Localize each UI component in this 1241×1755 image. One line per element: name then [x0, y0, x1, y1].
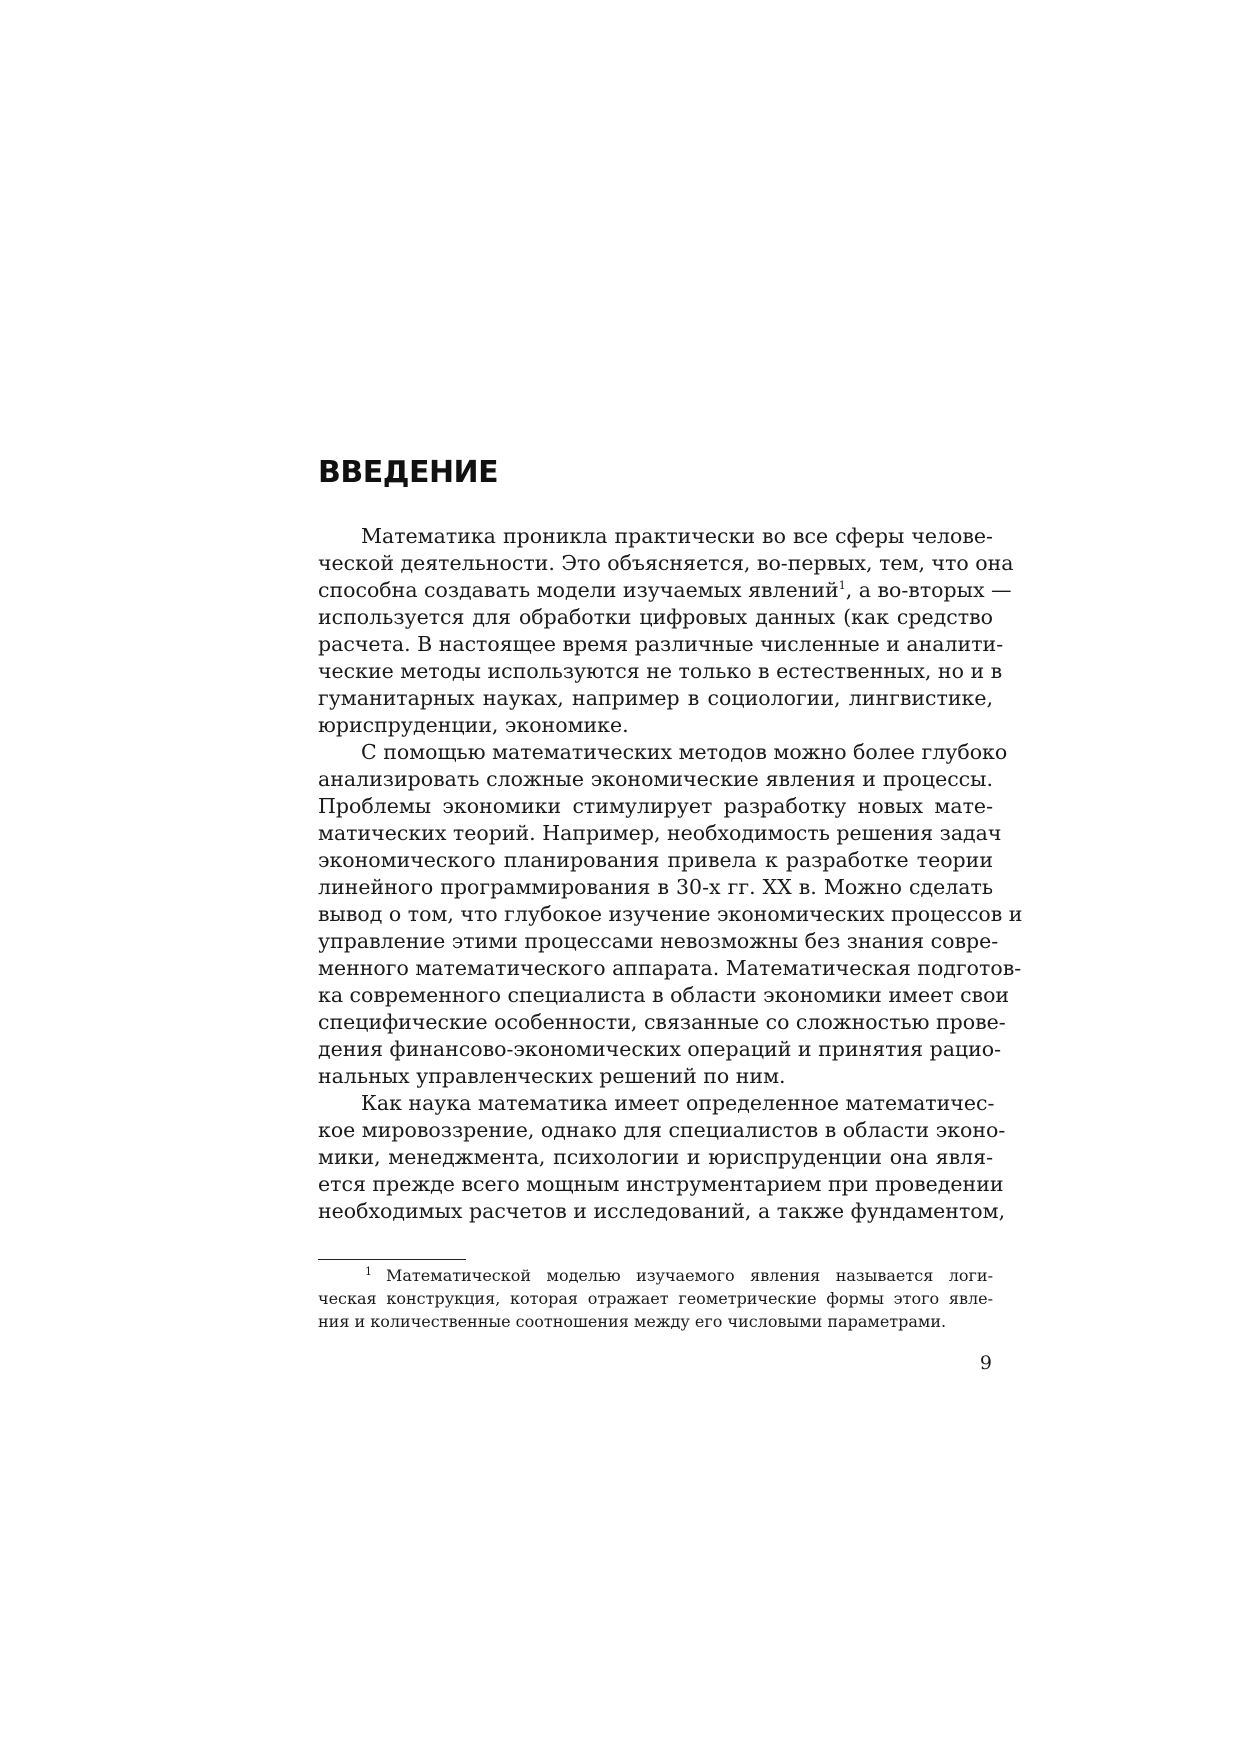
text-line: Как наука математика имеет определенное математичес- — [361, 1091, 995, 1115]
text-line: ческие методы используются не только в естественных, но и в — [318, 659, 1003, 683]
text-line: кое мировоззрение, однако для специалистов в области эконо- — [318, 1118, 1006, 1142]
footnote-line: ния и количественные соотношения между его числовыми параметрами. — [318, 1312, 947, 1331]
text-line: Проблемы экономики стимулирует разработку новых мате- — [318, 794, 993, 818]
text-line: матических теорий. Например, необходимость решения задач — [318, 821, 1002, 845]
text-line: юриспруденции, экономике. — [318, 713, 629, 737]
text-line: мики, менеджмента, психологии и юриспруденции она явля- — [318, 1145, 993, 1169]
chapter-heading: ВВЕДЕНИЕ — [318, 455, 499, 490]
text-line: необходимых расчетов и исследований, а также фундаментом, — [318, 1199, 1006, 1223]
footnote-reference: 1 — [838, 579, 846, 593]
text-line: используется для обработки цифровых данных (как средство — [318, 605, 993, 629]
text-line: вывод о том, что глубокое изучение экономических процессов и — [318, 902, 1023, 926]
page-number: 9 — [979, 1352, 992, 1374]
footnote-separator — [318, 1259, 466, 1260]
text-segment: способна создавать модели изучаемых явлений — [318, 578, 839, 602]
footnote-mark: 1 — [365, 1265, 372, 1278]
text-segment: , а во-вторых — — [845, 578, 1012, 602]
text-line: управление этими процессами невозможны без знания совре- — [318, 929, 999, 953]
text-line: дения финансово-экономических операций и принятия рацио- — [318, 1037, 1002, 1061]
text-line: нальных управленческих решений по ним. — [318, 1064, 786, 1088]
text-line: С помощью математических методов можно более глубоко — [361, 740, 1008, 764]
text-line: расчета. В настоящее время различные численные и аналити- — [318, 632, 1004, 656]
text-line: линейного программирования в 30-х гг. XX в. Можно сделать — [318, 875, 993, 899]
text-line: гуманитарных науках, например в социологии, лингвистике, — [318, 686, 993, 710]
footnote-line: ческая конструкция, которая отражает геометрические формы этого явле- — [318, 1289, 993, 1308]
text-line: менного математического аппарата. Математическая подготов- — [318, 956, 1022, 980]
text-line: ется прежде всего мощным инструментарием при проведении — [318, 1172, 1004, 1196]
text-line: ческой деятельности. Это объясняется, во-первых, тем, что она — [318, 551, 1014, 575]
text-line: анализировать сложные экономические явления и процессы. — [318, 767, 993, 791]
text-line: Математика проникла практически во все сферы челове- — [361, 524, 993, 548]
footnote-line: Математической моделью изучаемого явления называется логи- — [386, 1266, 993, 1285]
text-line: экономического планирования привела к разработке теории — [318, 848, 993, 872]
text-line — [318, 578, 1012, 602]
text-line: ка современного специалиста в области экономики имеет свои — [318, 983, 1010, 1007]
text-line: специфические особенности, связанные со сложностью прове- — [318, 1010, 1006, 1034]
